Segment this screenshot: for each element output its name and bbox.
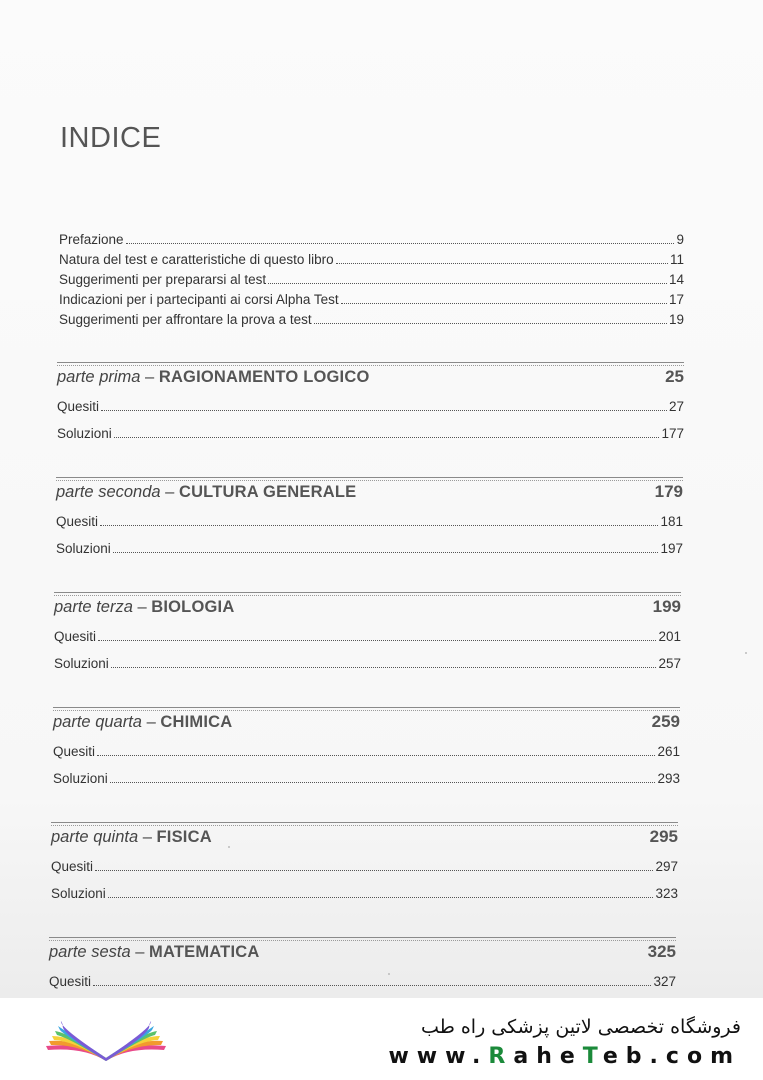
toc-entry[interactable]: [59, 292, 684, 307]
part-entry[interactable]: [51, 859, 678, 874]
toc-entry-page: 19: [668, 312, 684, 327]
shop-footer: [0, 998, 763, 1080]
toc-entry-page: 14: [668, 272, 684, 287]
part-entry[interactable]: [54, 656, 681, 671]
dot-leader: [98, 639, 656, 641]
toc-entry-page: 261: [657, 744, 680, 759]
toc-entry[interactable]: [59, 252, 684, 267]
part-entry[interactable]: [56, 514, 683, 529]
part-heading[interactable]: [49, 942, 676, 962]
part-ordinal: parte seconda: [56, 483, 161, 501]
paper-speck: [388, 973, 390, 975]
part-entry[interactable]: [57, 399, 684, 414]
toc-entry-label: Soluzioni: [56, 541, 111, 556]
part-divider: [49, 937, 676, 938]
part-title: [51, 828, 212, 847]
dot-leader: [341, 302, 667, 304]
part-divider: [51, 822, 678, 823]
url-mid: ahe: [513, 1044, 583, 1069]
toc-entry-label: Natura del test e caratteristiche di questo libro: [59, 252, 334, 267]
part-name: MATEMATICA: [149, 943, 260, 961]
shop-name: فروشگاه تخصصی لاتین پزشکی راه طب: [421, 1016, 741, 1038]
toc-entry-page: 181: [660, 514, 683, 529]
toc-entry-label: Soluzioni: [51, 886, 106, 901]
part-divider: [56, 477, 683, 478]
dot-leader: [268, 282, 667, 284]
part-heading[interactable]: [56, 482, 683, 502]
dot-leader: [336, 262, 668, 264]
part-separator: –: [142, 828, 152, 846]
part-entry[interactable]: [51, 886, 678, 901]
toc-entry-label: Prefazione: [59, 232, 124, 247]
toc-entry-page: 11: [669, 252, 684, 267]
url-t: T: [582, 1044, 603, 1069]
dot-leader: [110, 781, 656, 783]
toc-entry-page: 323: [655, 886, 678, 901]
part-page: 259: [651, 712, 680, 731]
part-separator: –: [135, 943, 145, 961]
toc-entry-page: 327: [653, 974, 676, 989]
dot-leader: [126, 242, 675, 244]
part-separator: –: [165, 483, 175, 501]
page-title: INDICE: [60, 122, 162, 154]
part-page: 199: [652, 597, 681, 616]
toc-entry-page: 177: [661, 426, 684, 441]
part-name: CHIMICA: [160, 713, 233, 731]
part-entry[interactable]: [57, 426, 684, 441]
toc-entry-label: Quesiti: [53, 744, 96, 759]
part-heading[interactable]: [53, 712, 680, 732]
shop-url[interactable]: [388, 1044, 741, 1069]
part-heading[interactable]: [57, 367, 684, 387]
part-separator: –: [137, 598, 147, 616]
part-ordinal: parte prima: [57, 368, 141, 386]
part-page: 295: [649, 827, 678, 846]
toc-entry-label: Suggerimenti per affrontare la prova a test: [59, 312, 312, 327]
toc-entry-label: Quesiti: [54, 629, 97, 644]
toc-entry-page: 297: [655, 859, 678, 874]
part-name: FISICA: [156, 828, 212, 846]
toc-entry-page: 27: [668, 399, 684, 414]
part-page: 25: [665, 367, 684, 386]
part-title: [49, 943, 259, 962]
part-name: BIOLOGIA: [151, 598, 235, 616]
part-name: CULTURA GENERALE: [178, 483, 357, 501]
part-separator: –: [145, 368, 155, 386]
toc-entry-label: Quesiti: [57, 399, 100, 414]
toc-entry-page: 9: [676, 232, 684, 247]
part-divider: [54, 592, 681, 593]
part-separator: –: [146, 713, 156, 731]
dot-leader: [95, 869, 653, 871]
dot-leader: [101, 409, 667, 411]
part-ordinal: parte terza: [54, 598, 133, 616]
dot-leader: [97, 754, 655, 756]
toc-entry-label: Soluzioni: [54, 656, 109, 671]
toc-entry[interactable]: [59, 232, 684, 247]
dot-leader: [100, 524, 658, 526]
toc-entry-page: 197: [660, 541, 683, 556]
part-ordinal: parte quinta: [51, 828, 139, 846]
open-book-logo-icon: [44, 1012, 169, 1064]
part-ordinal: parte sesta: [49, 943, 131, 961]
url-end: eb.com: [602, 1044, 741, 1069]
part-title: [56, 483, 356, 502]
dot-leader: [111, 666, 657, 668]
part-ordinal: parte quarta: [53, 713, 142, 731]
part-title: [57, 368, 370, 387]
part-entry[interactable]: [53, 771, 680, 786]
toc-entry-label: Indicazioni per i partecipanti ai corsi Alpha Test: [59, 292, 339, 307]
toc-entry-label: Quesiti: [56, 514, 99, 529]
toc-entry[interactable]: [59, 272, 684, 287]
part-divider: [57, 362, 684, 363]
toc-entry-page: 257: [658, 656, 681, 671]
part-page: 325: [647, 942, 676, 961]
toc-entry-label: Quesiti: [49, 974, 92, 989]
paper-speck: [228, 846, 230, 848]
part-title: [53, 713, 232, 732]
dot-leader: [114, 436, 660, 438]
part-heading[interactable]: [51, 827, 678, 847]
toc-entry-page: 201: [658, 629, 681, 644]
paper-speck: [745, 652, 747, 654]
toc-entry-page: 293: [657, 771, 680, 786]
part-entry[interactable]: [53, 744, 680, 759]
part-heading[interactable]: [54, 597, 681, 617]
dot-leader: [314, 322, 667, 324]
toc-entry-label: Quesiti: [51, 859, 94, 874]
part-page: 179: [654, 482, 683, 501]
toc-entry-label: Suggerimenti per prepararsi al test: [59, 272, 267, 287]
dot-leader: [113, 551, 659, 553]
toc-entry-label: Soluzioni: [57, 426, 112, 441]
toc-entry-page: 17: [668, 292, 684, 307]
part-divider: [53, 707, 680, 708]
part-entry[interactable]: [56, 541, 683, 556]
part-entry[interactable]: [54, 629, 681, 644]
url-prefix: www.: [388, 1044, 489, 1069]
dot-leader: [108, 896, 654, 898]
part-entry[interactable]: [49, 974, 676, 989]
part-name: RAGIONAMENTO LOGICO: [158, 368, 370, 386]
part-title: [54, 598, 234, 617]
url-r: R: [488, 1044, 514, 1069]
toc-entry[interactable]: [59, 312, 684, 327]
dot-leader: [93, 984, 651, 986]
toc-entry-label: Soluzioni: [53, 771, 108, 786]
